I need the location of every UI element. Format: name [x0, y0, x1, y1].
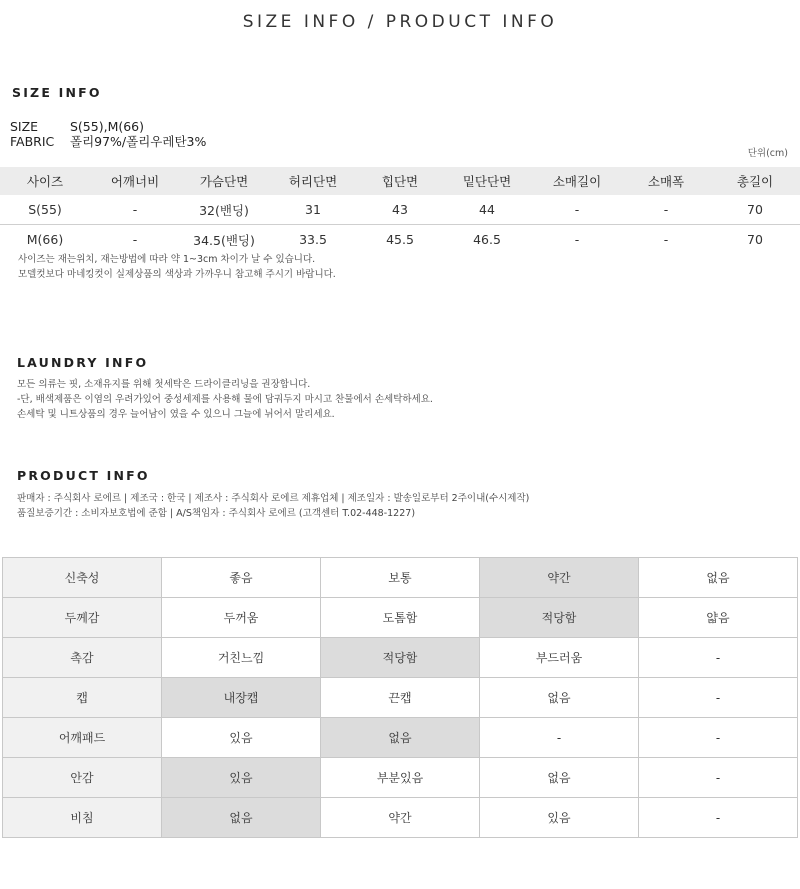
attribute-row [3, 718, 798, 758]
attribute-option: - [639, 758, 798, 798]
table-cell: 43 [358, 195, 442, 225]
attribute-name: 비침 [3, 798, 162, 838]
attribute-option-selected: 적당함 [480, 598, 639, 638]
column-header: 소매폭 [622, 167, 710, 195]
laundry-info-heading: LAUNDRY INFO [17, 355, 149, 370]
attribute-option: - [639, 718, 798, 758]
laundry-line: 손세탁 및 니트상품의 경우 늘어남이 였을 수 있으니 그늘에 뉘어서 말리세요. [17, 409, 335, 420]
attribute-row [3, 558, 798, 598]
product-line: 품질보증기간 : 소비자보호법에 준함 | A/S책임자 : 주식회사 로에르 (고객센터 T.02-448-1227) [17, 508, 416, 519]
size-value: S(55),M(66) [70, 119, 145, 134]
attribute-option-selected: 없음 [321, 718, 480, 758]
page-title: SIZE INFO / PRODUCT INFO [242, 12, 558, 32]
attribute-name: 캡 [3, 678, 162, 718]
attribute-row [3, 598, 798, 638]
size-note: 모델컷보다 마네킹컷이 실제상품의 색상과 가까우니 참고해 주시기 바랍니다. [18, 269, 336, 280]
column-header: 밑단단면 [442, 167, 532, 195]
table-cell: 32(밴딩) [180, 195, 268, 225]
attribute-option-selected: 없음 [162, 798, 321, 838]
attribute-option: 있음 [480, 798, 639, 838]
table-cell: - [663, 232, 669, 247]
table-cell: - [574, 232, 580, 247]
attribute-row [3, 798, 798, 838]
product-info-heading: PRODUCT INFO [17, 468, 150, 483]
attribute-option-selected: 있음 [162, 758, 321, 798]
size-notes [18, 252, 336, 282]
attribute-option: 도톰함 [321, 598, 480, 638]
table-cell: 33.5 [299, 232, 327, 247]
attribute-option: 거친느낌 [162, 638, 321, 678]
attribute-option: 없음 [480, 678, 639, 718]
attribute-option: 보통 [321, 558, 480, 598]
attribute-option: - [639, 638, 798, 678]
column-header: 가슴단면 [180, 167, 268, 195]
product-notes [17, 491, 529, 521]
fabric-value: 폴리97%/폴리우레탄3% [70, 134, 207, 149]
size-note: 사이즈는 재는위치, 재는방법에 따라 약 1~3cm 차이가 날 수 있습니다. [18, 254, 316, 265]
attribute-name: 신축성 [3, 558, 162, 598]
attribute-option: 약간 [321, 798, 480, 838]
attribute-row [3, 638, 798, 678]
attribute-table [2, 557, 798, 838]
attribute-option: 부분있음 [321, 758, 480, 798]
table-cell: S(55) [0, 195, 90, 225]
column-header: 총길이 [710, 167, 800, 195]
table-row [0, 225, 800, 255]
size-table [0, 167, 800, 254]
unit-label: 단위(cm) [747, 148, 788, 159]
table-cell: - [622, 195, 710, 225]
column-header: 소매길이 [532, 167, 622, 195]
attribute-name: 어깨패드 [3, 718, 162, 758]
column-header: 힙단면 [358, 167, 442, 195]
table-cell: - [132, 232, 138, 247]
attribute-name: 촉감 [3, 638, 162, 678]
table-cell: M(66) [26, 232, 64, 247]
attribute-option: 끈캡 [321, 678, 480, 718]
fabric-spec [10, 134, 206, 150]
column-header: 사이즈 [0, 167, 90, 195]
attribute-option: - [639, 798, 798, 838]
table-cell: 45.5 [386, 232, 414, 247]
laundry-line: -단, 배색제품은 이염의 우려가있어 중성세제를 사용해 물에 담궈두지 마시고 찬물에서 손세탁하세요. [17, 394, 433, 405]
fabric-label: FABRIC [10, 134, 55, 149]
attribute-option: - [639, 678, 798, 718]
attribute-option-selected: 약간 [480, 558, 639, 598]
table-cell: - [90, 195, 180, 225]
attribute-row [3, 678, 798, 718]
attribute-option-selected: 적당함 [321, 638, 480, 678]
product-line: 판매자 : 주식회사 로에르 | 제조국 : 한국 | 제조사 : 주식회사 로에르 제휴업체 | 제조일자 : 발송일로부터 2주이내(수시제작) [17, 493, 530, 504]
attribute-option: 없음 [639, 558, 798, 598]
table-cell: 34.5(밴딩) [193, 232, 255, 248]
table-cell: 70 [710, 195, 800, 225]
column-header: 어깨너비 [90, 167, 180, 195]
size-table-header [0, 167, 800, 195]
attribute-option-selected: 내장캡 [162, 678, 321, 718]
attribute-option: 없음 [480, 758, 639, 798]
attribute-option: 얇음 [639, 598, 798, 638]
size-info-heading: SIZE INFO [12, 85, 102, 100]
attribute-option: 두꺼움 [162, 598, 321, 638]
table-cell: - [532, 195, 622, 225]
column-header: 허리단면 [268, 167, 358, 195]
size-spec [10, 119, 144, 135]
table-cell: 70 [747, 232, 763, 247]
table-row [0, 195, 800, 225]
attribute-name: 두께감 [3, 598, 162, 638]
table-cell: 46.5 [473, 232, 501, 247]
attribute-option: - [480, 718, 639, 758]
table-cell: 31 [268, 195, 358, 225]
laundry-notes [17, 377, 433, 422]
attribute-option: 부드러움 [480, 638, 639, 678]
attribute-row [3, 758, 798, 798]
attribute-name: 안감 [3, 758, 162, 798]
table-cell: 44 [442, 195, 532, 225]
laundry-line: 모든 의류는 핏, 소재유지를 위해 첫세탁은 드라이클리닝을 권장합니다. [17, 379, 311, 390]
attribute-option: 있음 [162, 718, 321, 758]
attribute-option: 좋음 [162, 558, 321, 598]
size-label: SIZE [10, 119, 39, 134]
